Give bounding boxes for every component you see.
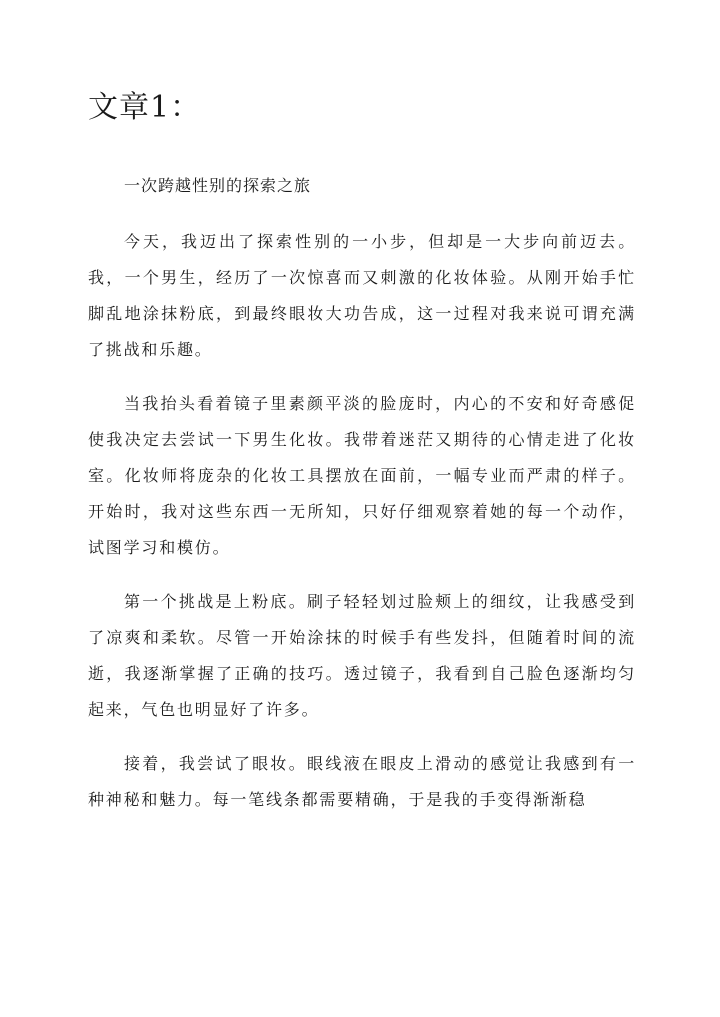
article-subtitle: 一次跨越性别的探索之旅 [124, 176, 312, 195]
paragraph: 接着，我尝试了眼妆。眼线液在眼皮上滑动的感觉让我感到有一种神秘和魅力。每一笔线条都需要精确，于是我的手变得渐渐稳 [88, 754, 636, 809]
paragraph: 第一个挑战是上粉底。刷子轻轻划过脸颊上的细纹，让我感受到了凉爽和柔软。尽管一开始涂抹的时候手有些发抖，但随着时间的流逝，我逐渐掌握了正确的技巧。透过镜子，我看到自己脸色逐渐均匀起来，气色也明显好了许多。 [88, 592, 636, 719]
article-body [88, 224, 636, 836]
page-title: 文章1： [88, 90, 202, 125]
paragraph: 当我抬头看着镜子里素颜平淡的脸庞时，内心的不安和好奇感促使我决定去尝试一下男生化妆。我带着迷茫又期待的心情走进了化妆室。化妆师将庞杂的化妆工具摆放在面前，一幅专业而严肃的样子。开始时，我对这些东西一无所知，只好仔细观察着她的每一个动作，试图学习和模仿。 [88, 394, 636, 557]
paragraph: 今天，我迈出了探索性别的一小步，但却是一大步向前迈去。我，一个男生，经历了一次惊喜而又刺激的化妆体验。从刚开始手忙脚乱地涂抹粉底，到最终眼妆大功告成，这一过程对我来说可谓充满了挑战和乐趣。 [88, 232, 636, 359]
